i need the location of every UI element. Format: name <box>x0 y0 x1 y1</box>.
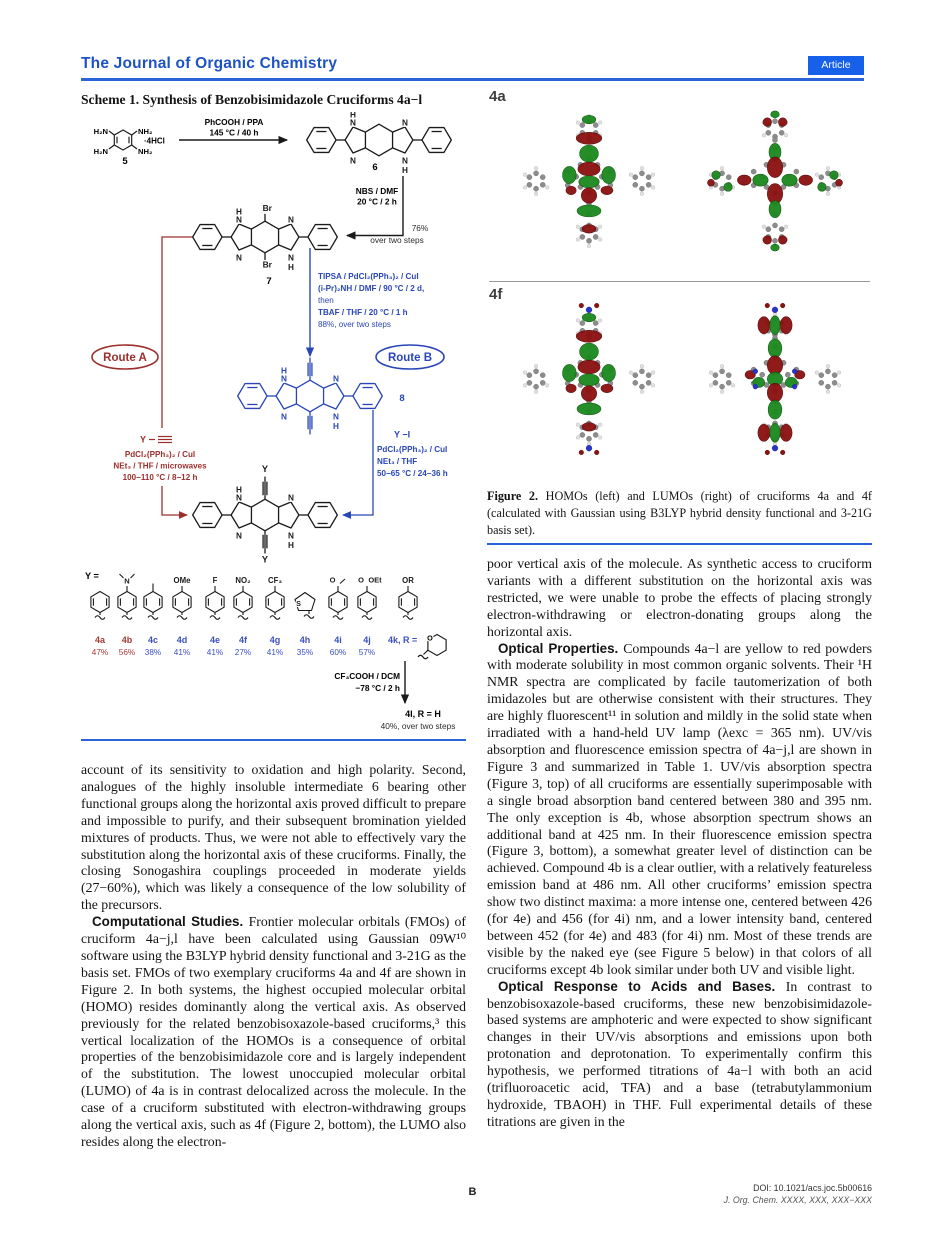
figure-panel-4f <box>487 282 872 479</box>
compound-yield: 41% <box>173 648 191 657</box>
reagent-text: Y <box>139 434 147 445</box>
route-a-label: Route A <box>103 352 147 364</box>
atom-label: O <box>427 633 433 643</box>
orbital-diagram-4a-lumo <box>699 86 851 276</box>
reagent-text: TIPSA / PdCl₂(PPh₃)₂ / CuI <box>318 272 419 281</box>
reagent-text: NBS / DMF <box>355 186 399 196</box>
reagent-text: 145 °C / 40 h <box>209 127 259 138</box>
right-text-column <box>487 556 872 1131</box>
compound-number: 7 <box>266 276 272 287</box>
atom-label: N <box>281 412 287 422</box>
yield-text: 76% <box>411 223 429 233</box>
substituent-group-label: N <box>124 576 130 586</box>
atom-label: N <box>350 156 356 166</box>
substituent-group-label: S <box>296 599 301 608</box>
compound-number: 5 <box>122 156 128 167</box>
figure-bottom-rule <box>487 543 872 545</box>
substituent-group-label: OMe <box>173 576 191 585</box>
paragraph-text: poor vertical axis of the molecule. As synthetic access to cruciform variants with a different substitution on the horizontal axis was restricted, we were unable to probe the effects of placing strongly electron-withdrawing or electron-donating groups along the horizontal axis. <box>487 556 872 639</box>
section-paragraph <box>81 914 466 1151</box>
scheme-structures <box>193 112 452 564</box>
compound-label-4l: 4l, R = H <box>405 709 441 719</box>
orbital-diagram-4f-lumo <box>699 284 851 474</box>
atom-label: Br <box>262 259 272 270</box>
atom-label: N <box>288 253 294 263</box>
cruciform-product-structure <box>193 464 338 564</box>
reagent-text: Y −I <box>394 429 411 440</box>
atom-label: N <box>350 118 356 128</box>
substituent-4c <box>144 584 162 658</box>
paragraph-text: Compounds 4a−l are yellow to red powders with moderate solubility in most common organic solvents. Their ¹H NMR spectra are complicated by facile tautomerization of both imidazoles but are otherwise consistent with their structures. They are highly fluorescent¹¹ in solution and mildly in the solid state when irradiated with a hand-held UV lamp (λexc = 365 nm). UV/vis absorption and fluorescence emission spectra of 4a−j,l are shown in Figure 3 and summarized in Table 1. UV/vis absorption spectra (Figure 3, top) of all cruciforms are essentially superimposable with a single broad absorption band centered between 380 and 395 nm. The only exception is 4b, whose absorption spectrum shows an additional band at 425 nm. In their fluorescence emission spectra (Figure 3, bottom), a somewhat greater level of distinction can be achieved. Compound 4b is a clear outlier, with a relatively featureless emission band at 486 nm. All other cruciforms’ emission spectra show two distinct maxima: a more intense one, centered between 426 (for 4e) and 456 (for 4i) nm, and a lower intensity band, centered between 452 (for 4e) and 483 (for 4i) nm. Most of these trends are visible by the naked eye (see Figure 5 below) in that colors of all cruciforms except 4b look similar under both UV and visible light. <box>487 640 872 977</box>
reagent-text: NEt₃ / THF <box>377 457 418 466</box>
scheme-diagram <box>81 112 465 740</box>
atom-label: H <box>236 207 242 217</box>
figure-caption-text: HOMOs (left) and LUMOs (right) of cruciforms 4a and 4f (calculated with Gaussian using B3LYP hybrid density functional and 3-21G basis set). <box>487 489 872 537</box>
substituent-4f <box>234 576 252 657</box>
compound-label: 4g <box>269 635 281 645</box>
atom-label: Y <box>261 554 269 565</box>
substituent-group-label: O <box>329 575 336 585</box>
figure-panel-label: 4a <box>489 88 506 105</box>
figure-caption <box>487 488 872 538</box>
compound-label: 4e <box>209 635 221 645</box>
compound-yield: 41% <box>206 648 224 657</box>
substituent-group-label: F <box>212 576 218 585</box>
reagent-text: −78 °C / 2 h <box>355 683 400 693</box>
reagent-text: PdCl₂(PPh₃)₂ / CuI <box>124 450 196 459</box>
section-heading: Optical Response to Acids and Bases. <box>498 978 786 994</box>
compound-yield: 38% <box>144 648 162 657</box>
paragraph-text: account of its sensitivity to oxidation and high polarity. Second, analogues of the highly insoluble intermediate 6 bearing other functional groups along the horizontal axis proved difficult to prepare and impossible to purify, and their subsequent bromination yielded mixtures of products. Thus, we were not able to effectively vary the substitution along the horizontal axis of these cruciforms. Finally, the closing Sonogashira couplings proceeded in moderate yields (27−60%), which was likely a consequence of the low solubility of the precursors. <box>81 762 466 913</box>
atom-label: N <box>288 215 294 225</box>
substituent-group-label: O <box>358 575 364 585</box>
atom-label: N <box>288 493 294 503</box>
y-equals-label: Y = <box>85 571 99 581</box>
compound-label: 4a <box>94 635 106 645</box>
atom-label: H <box>350 112 356 120</box>
route-b-arrow <box>343 410 373 515</box>
substituent-4j <box>358 576 382 658</box>
journal-citation: J. Org. Chem. XXXX, XXX, XXX−XXX <box>723 1194 872 1205</box>
compound-number: 6 <box>372 162 378 173</box>
atom-label: N <box>402 156 408 166</box>
reagent-text: CF₃COOH / DCM <box>334 671 400 681</box>
reagent-text: TBAF / THF / 20 °C / 1 h <box>318 308 408 317</box>
figure-panel-label: 4f <box>489 286 503 303</box>
figure-panel-4a <box>487 84 872 281</box>
compound-yield: 27% <box>234 648 252 657</box>
atom-label: H <box>288 540 294 550</box>
compound-yield: 35% <box>296 648 314 657</box>
substituent-4i <box>329 576 347 658</box>
substituent-group-label: NO₂ <box>235 576 251 585</box>
substituent-group-label: CF₃ <box>268 576 282 585</box>
reagent-text: then <box>318 296 334 305</box>
reagent-text: 50−65 °C / 24−36 h <box>377 469 448 478</box>
compound-label: 4j <box>363 635 371 645</box>
atom-label: N <box>288 531 294 541</box>
compound-yield: 56% <box>118 648 136 657</box>
substituent-group-label: OR <box>402 576 414 585</box>
amine-label: H₂N <box>93 147 108 156</box>
amine-label: H₂N <box>93 127 108 136</box>
reagent-text: PhCOOH / PPA <box>204 117 264 127</box>
compound-yield: 57% <box>358 648 376 657</box>
compound-label: 4c <box>147 635 159 645</box>
substituent-group-label: OEt <box>368 575 382 585</box>
atom-label: H <box>288 262 294 272</box>
amine-label: NH₂ <box>138 147 153 156</box>
route-a-arrow <box>162 486 187 515</box>
reagent-text: (i-Pr)₂NH / DMF / 90 °C / 2 d, <box>318 284 425 293</box>
paragraph-text: In contrast to benzobisoxazole-based cruciforms, these new benzobisimidazole-based systems are amphoteric and were expected to show significant changes in their UV/vis absorptions and emissions upon both protonation and deprotonation. To experimentally confirm this hypothesis, we performed titrations of 4a−l with both an acid (trifluoroacetic acid, TFA) and a base (tetrabutylammonium hydroxide, TBAOH) in THF. Full experimental details of these titrations are given in the <box>487 978 872 1129</box>
section-paragraph <box>487 979 872 1131</box>
scheme-title: Scheme 1. Synthesis of Benzobisimidazole Cruciforms 4a−l <box>81 92 423 107</box>
orbital-diagram-4f-homo <box>513 284 665 474</box>
orbital-diagram-4a-homo <box>513 86 665 276</box>
compound-yield: 41% <box>266 648 284 657</box>
reagent-text: 100−110 °C / 8−12 h <box>122 473 198 482</box>
compound-label: 4h <box>299 635 311 645</box>
atom-label: H <box>402 165 408 175</box>
atom-label: N <box>236 253 242 263</box>
substituent-4g <box>266 576 284 657</box>
substituent-4b <box>118 574 136 657</box>
substituent-4d <box>173 576 191 657</box>
atom-label: H <box>236 485 242 495</box>
atom-label: N <box>333 412 339 422</box>
atom-label: N <box>402 118 408 128</box>
compound-label-4k: 4k, R = <box>388 635 418 645</box>
scheme-bottom-rule <box>81 739 466 741</box>
route-b-label: Route B <box>387 352 433 364</box>
yield-text: over two steps <box>370 235 424 245</box>
compound-yield: 47% <box>91 648 109 657</box>
article-badge: Article <box>808 56 864 75</box>
section-paragraph <box>487 641 872 979</box>
reagent-text: NEt₃ / THF / microwaves <box>113 461 207 471</box>
atom-label: H <box>281 366 287 376</box>
atom-label: N <box>236 531 242 541</box>
compound-label: 4d <box>176 635 188 645</box>
substituent-4e <box>206 576 224 657</box>
compound-7-structure <box>193 203 338 272</box>
yield-text: 88%, over two steps <box>318 320 391 329</box>
footer-citation-block <box>724 1183 872 1206</box>
substituent-4h <box>295 593 315 658</box>
atom-label: N <box>333 374 339 384</box>
header-rule <box>81 78 864 81</box>
page-letter: B <box>468 1186 477 1198</box>
compound-5-structure <box>109 130 137 150</box>
compound-8-structure <box>238 358 383 435</box>
atom-label: Y <box>261 464 269 475</box>
compound-label: 4b <box>121 635 133 645</box>
section-heading: Optical Properties. <box>498 640 624 656</box>
left-text-column <box>81 762 466 1151</box>
reagent-text: 20 °C / 2 h <box>357 196 397 207</box>
reagent-text: PdCl₂(PPh₃)₂ / CuI <box>377 445 448 454</box>
compound-6-structure <box>307 112 452 175</box>
amine-label: NH₂ <box>138 127 153 136</box>
substituent-4a <box>91 592 109 658</box>
compound-label: 4i <box>334 635 342 645</box>
atom-label: H <box>333 421 339 431</box>
substituent-row <box>91 574 417 657</box>
paragraph-text: Frontier molecular orbitals (FMOs) of cruciform 4a−j,l have been calculated using Gaussian 09W¹⁰ software using the B3LYP hybrid density functional and 3-21G as the basis set. FMOs of two exemplary cruciforms 4a and 4f are shown in Figure 2. In both systems, the highest occupied molecular orbital (HOMO) resides dominantly along the vertical axis. As observed previously for the related benzobisoxazole-based cruciforms,³ this vertical localization of the HOMOs is a consequence of orbital properties of the benzobisimidazole core and is largely independent of the substitution. The lowest unoccupied molecular orbital (LUMO) of 4a is in contrast delocalized across the molecule. In the case of a cruciform substituted with electron-withdrawing groups along the vertical axis, such as 4f (Figure 2, bottom), the LUMO also resides along the electron- <box>81 914 466 1149</box>
salt-label: ·4HCl <box>144 136 165 146</box>
route-a-line <box>162 237 193 428</box>
atom-label: N <box>281 374 287 384</box>
compound-label: 4f <box>238 635 248 645</box>
section-heading: Computational Studies. <box>92 914 249 930</box>
body-paragraph <box>487 556 872 641</box>
figure-caption-lead: Figure 2. <box>487 489 539 503</box>
figure-2 <box>487 84 872 545</box>
alkyne-glyph <box>149 437 172 443</box>
atom-label: N <box>236 493 242 503</box>
atom-label: Br <box>262 203 272 214</box>
journal-title: The Journal of Organic Chemistry <box>81 55 338 72</box>
doi-text: DOI: 10.1021/acs.joc.5b00616 <box>753 1183 872 1193</box>
yield-text: 40%, over two steps <box>380 721 456 731</box>
compound-number: 8 <box>399 393 405 404</box>
body-paragraph <box>81 762 466 914</box>
substituent-4k <box>399 576 417 619</box>
atom-label: N <box>236 215 242 225</box>
compound-yield: 60% <box>329 648 347 657</box>
